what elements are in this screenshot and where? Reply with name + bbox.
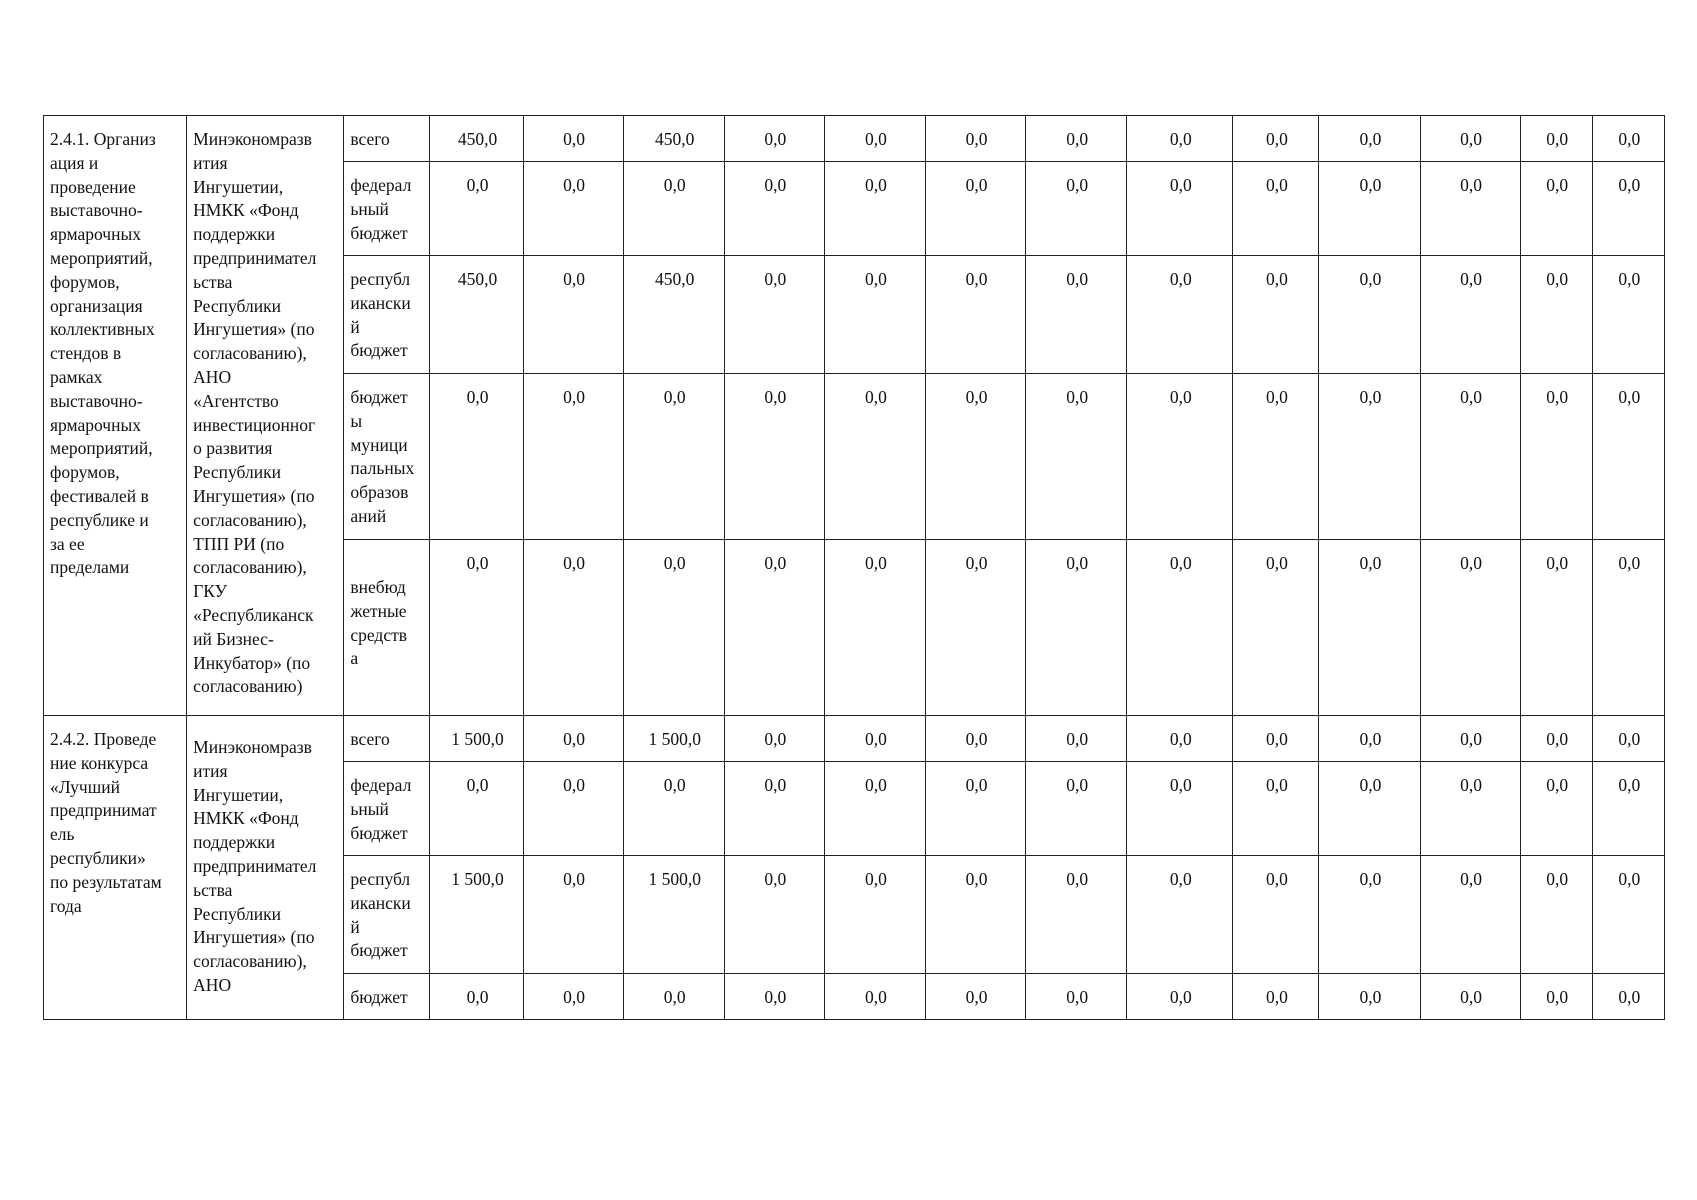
budget-table [43,115,1665,1020]
amount-cell: 0,0 [1127,856,1233,974]
amount-cell: 0,0 [1592,374,1664,540]
amount-cell: 0,0 [1520,762,1592,856]
amount-cell: 0,0 [724,974,824,1020]
amount-cell: 0,0 [430,162,523,256]
amount-cell: 0,0 [724,256,824,374]
amount-cell: 0,0 [1520,116,1592,162]
amount-cell: 0,0 [1026,116,1127,162]
funding-source-cell: бюджет ы муници пальных образов аний [344,374,430,540]
amount-cell: 0,0 [1026,162,1127,256]
amount-cell: 0,0 [430,974,523,1020]
amount-cell: 0,0 [1127,540,1233,716]
amount-cell: 450,0 [430,256,523,374]
amount-cell: 0,0 [1592,540,1664,716]
funding-source-cell: республ икански й бюджет [344,256,430,374]
amount-cell: 450,0 [623,256,724,374]
amount-cell: 0,0 [1026,256,1127,374]
amount-cell: 0,0 [926,762,1026,856]
funding-source-cell: федерал ьный бюджет [344,162,430,256]
amount-cell: 0,0 [1592,762,1664,856]
funding-source-cell: внебюд жетные средств а [344,540,430,716]
funding-source-cell: республ икански й бюджет [344,856,430,974]
amount-cell: 0,0 [523,540,623,716]
amount-cell: 0,0 [724,856,824,974]
amount-cell: 1 500,0 [623,716,724,762]
amount-cell: 0,0 [1026,762,1127,856]
amount-cell: 0,0 [1026,974,1127,1020]
amount-cell: 1 500,0 [430,716,523,762]
amount-cell: 0,0 [1592,974,1664,1020]
amount-cell: 450,0 [623,116,724,162]
amount-cell: 0,0 [1127,256,1233,374]
amount-cell: 0,0 [824,116,925,162]
amount-cell: 0,0 [1233,856,1319,974]
amount-cell: 450,0 [430,116,523,162]
amount-cell: 0,0 [1420,540,1520,716]
amount-cell: 0,0 [623,762,724,856]
funding-source-cell: всего [344,116,430,162]
amount-cell: 0,0 [1520,256,1592,374]
amount-cell: 1 500,0 [430,856,523,974]
amount-cell: 0,0 [623,374,724,540]
amount-cell: 0,0 [1233,116,1319,162]
amount-cell: 0,0 [824,856,925,974]
amount-cell: 0,0 [824,374,925,540]
executor-cell: Минэкономразв ития Ингушетии, НМКК «Фонд поддержки предпринимател ьства Республики Ингушетия» (по согласованию), АНО «Агентство инвестиционног о развития Республики Ингушетия» (по согласованию), ТПП РИ (по согласованию), ГКУ «Республиканск ий Бизнес- Инкубатор» (по согласованию) [187,116,344,716]
amount-cell: 0,0 [1026,716,1127,762]
executor-cell: Минэкономразв ития Ингушетии, НМКК «Фонд поддержки предпринимател ьства Республики Ингушетия» (по согласованию), АНО [187,716,344,1020]
amount-cell: 0,0 [724,540,824,716]
amount-cell: 0,0 [1592,116,1664,162]
amount-cell: 0,0 [1592,716,1664,762]
funding-source-cell: федерал ьный бюджет [344,762,430,856]
amount-cell: 0,0 [724,116,824,162]
amount-cell: 0,0 [1026,540,1127,716]
amount-cell: 0,0 [1026,374,1127,540]
amount-cell: 0,0 [926,116,1026,162]
amount-cell: 0,0 [824,256,925,374]
amount-cell: 0,0 [1233,162,1319,256]
table-row [44,716,1665,762]
activity-cell: 2.4.1. Организ ация и проведение выставочно- ярмарочных мероприятий, форумов, организация коллективных стендов в рамках выставочно- ярмарочных мероприятий, форумов, фестивалей в республике и за ее пределами [44,116,187,716]
amount-cell: 0,0 [1592,162,1664,256]
amount-cell: 0,0 [430,540,523,716]
amount-cell: 0,0 [523,716,623,762]
amount-cell: 0,0 [926,540,1026,716]
amount-cell: 0,0 [1026,856,1127,974]
amount-cell: 1 500,0 [623,856,724,974]
amount-cell: 0,0 [1319,256,1420,374]
amount-cell: 0,0 [824,162,925,256]
amount-cell: 0,0 [1520,974,1592,1020]
amount-cell: 0,0 [1520,162,1592,256]
amount-cell: 0,0 [824,762,925,856]
table-body [44,116,1665,1020]
amount-cell: 0,0 [1592,256,1664,374]
document-page [43,115,1665,1020]
amount-cell: 0,0 [623,974,724,1020]
amount-cell: 0,0 [1319,974,1420,1020]
amount-cell: 0,0 [523,974,623,1020]
amount-cell: 0,0 [623,162,724,256]
amount-cell: 0,0 [1127,374,1233,540]
amount-cell: 0,0 [1420,762,1520,856]
amount-cell: 0,0 [1319,762,1420,856]
amount-cell: 0,0 [926,974,1026,1020]
amount-cell: 0,0 [1520,374,1592,540]
amount-cell: 0,0 [1420,374,1520,540]
amount-cell: 0,0 [1319,374,1420,540]
amount-cell: 0,0 [1127,116,1233,162]
amount-cell: 0,0 [724,374,824,540]
activity-cell: 2.4.2. Проведе ние конкурса «Лучший предпринимат ель республики» по результатам года [44,716,187,1020]
amount-cell: 0,0 [430,374,523,540]
amount-cell: 0,0 [1233,374,1319,540]
amount-cell: 0,0 [1233,762,1319,856]
amount-cell: 0,0 [926,256,1026,374]
amount-cell: 0,0 [926,162,1026,256]
amount-cell: 0,0 [1233,974,1319,1020]
amount-cell: 0,0 [824,540,925,716]
amount-cell: 0,0 [1520,540,1592,716]
amount-cell: 0,0 [1520,716,1592,762]
amount-cell: 0,0 [1233,716,1319,762]
amount-cell: 0,0 [1319,716,1420,762]
amount-cell: 0,0 [1592,856,1664,974]
amount-cell: 0,0 [1420,974,1520,1020]
amount-cell: 0,0 [523,256,623,374]
amount-cell: 0,0 [523,116,623,162]
amount-cell: 0,0 [1233,256,1319,374]
amount-cell: 0,0 [1127,762,1233,856]
table-row [44,116,1665,162]
amount-cell: 0,0 [1233,540,1319,716]
amount-cell: 0,0 [430,762,523,856]
amount-cell: 0,0 [1420,856,1520,974]
amount-cell: 0,0 [1420,162,1520,256]
amount-cell: 0,0 [1319,116,1420,162]
amount-cell: 0,0 [1319,162,1420,256]
amount-cell: 0,0 [1420,256,1520,374]
amount-cell: 0,0 [724,162,824,256]
amount-cell: 0,0 [1520,856,1592,974]
amount-cell: 0,0 [523,374,623,540]
amount-cell: 0,0 [724,762,824,856]
amount-cell: 0,0 [523,856,623,974]
amount-cell: 0,0 [523,162,623,256]
funding-source-cell: бюджет [344,974,430,1020]
amount-cell: 0,0 [824,716,925,762]
amount-cell: 0,0 [623,540,724,716]
amount-cell: 0,0 [1127,162,1233,256]
amount-cell: 0,0 [1127,716,1233,762]
amount-cell: 0,0 [1420,716,1520,762]
amount-cell: 0,0 [1420,116,1520,162]
amount-cell: 0,0 [824,974,925,1020]
amount-cell: 0,0 [926,716,1026,762]
amount-cell: 0,0 [926,374,1026,540]
amount-cell: 0,0 [1127,974,1233,1020]
amount-cell: 0,0 [926,856,1026,974]
funding-source-cell: всего [344,716,430,762]
amount-cell: 0,0 [1319,856,1420,974]
amount-cell: 0,0 [523,762,623,856]
amount-cell: 0,0 [1319,540,1420,716]
amount-cell: 0,0 [724,716,824,762]
